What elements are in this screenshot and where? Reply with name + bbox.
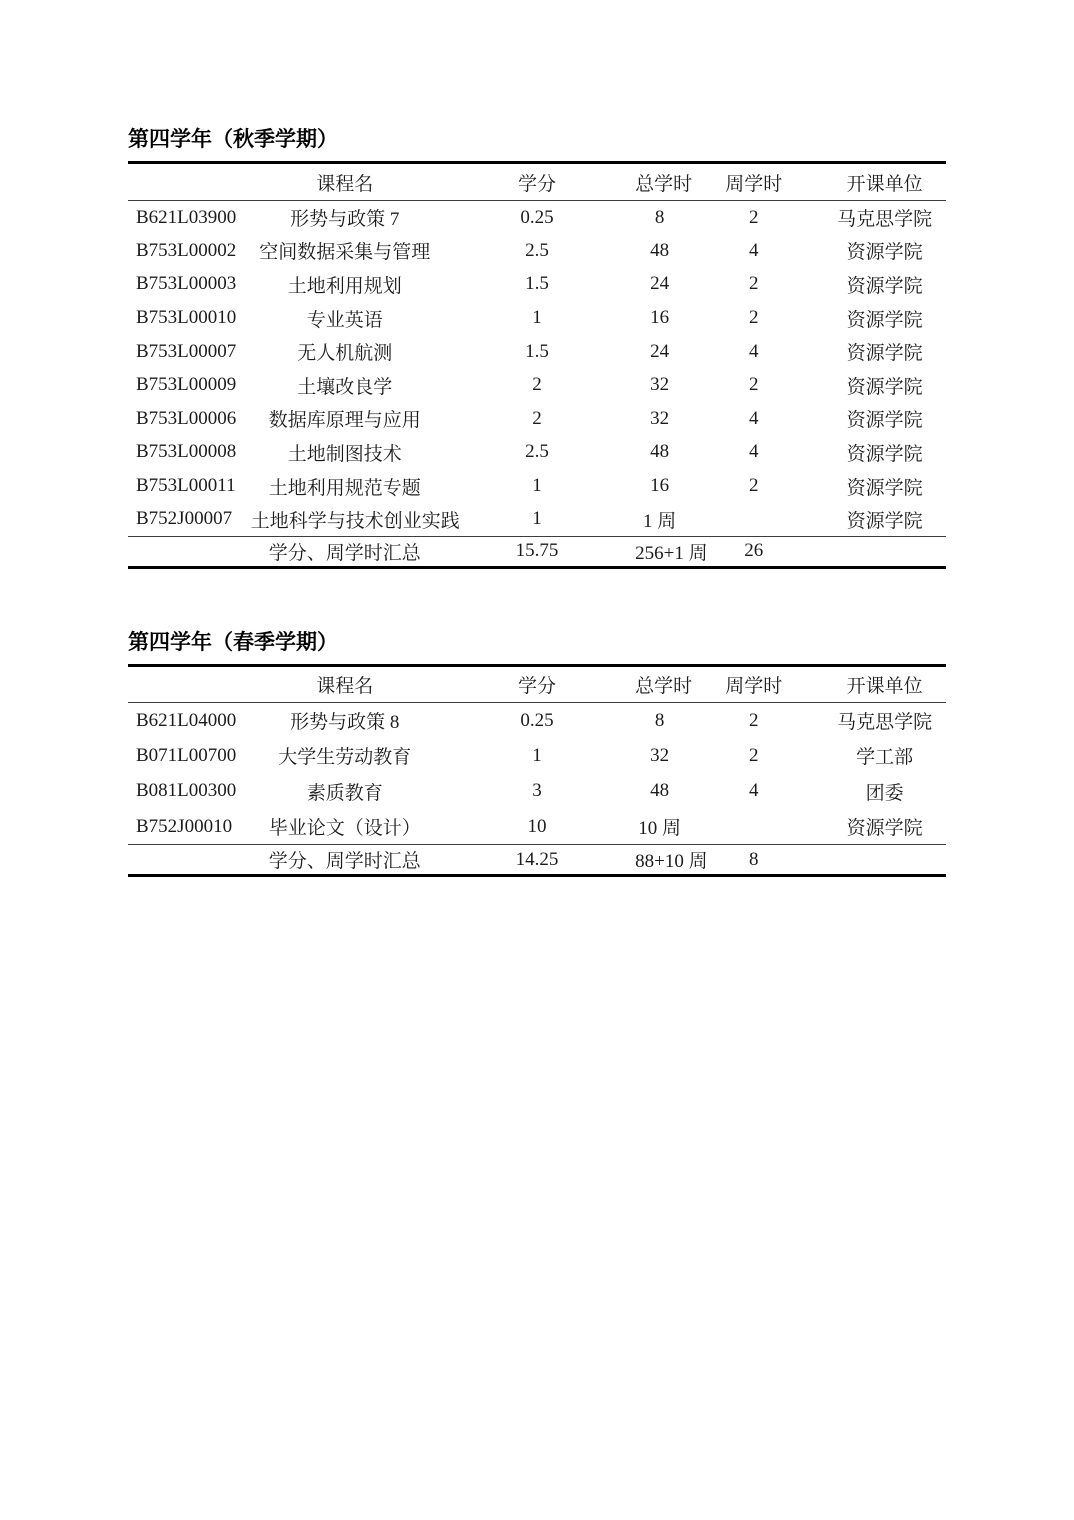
semester-section-fall: [128, 127, 946, 569]
course-total-hours: 16: [650, 475, 670, 497]
course-code: B753L00009: [136, 374, 237, 396]
col-header-name: 课程名: [251, 666, 439, 703]
course-unit: 资源学院: [846, 510, 923, 532]
summary-credits: 14.25: [439, 845, 635, 876]
col-header-name: 课程名: [251, 163, 439, 201]
course-total-hours: 24: [650, 340, 670, 362]
table-row: [128, 436, 946, 470]
course-unit: 马克思学院: [837, 209, 933, 231]
course-code: B621L04000: [136, 709, 237, 731]
summary-unit: [823, 536, 946, 567]
col-header-weekly: 周学时: [684, 163, 823, 201]
course-weekly-hours: [684, 809, 823, 845]
summary-total-hours: 88+10 周: [635, 845, 684, 876]
course-unit: 学工部: [856, 747, 914, 769]
course-code: B753L00007: [136, 340, 237, 362]
table-row: [128, 503, 946, 537]
col-header-credits: 学分: [439, 163, 635, 201]
course-total-hours: 16: [650, 307, 670, 329]
course-unit: 资源学院: [846, 309, 923, 331]
summary-row: [128, 845, 946, 876]
course-credits: 1: [532, 744, 542, 766]
section-title-spring: 第四学年（春季学期）: [128, 631, 338, 654]
course-unit: 资源学院: [846, 242, 923, 264]
course-name: 土壤改良学: [297, 376, 393, 398]
course-name: 形势与政策 7: [290, 209, 400, 231]
course-weekly-hours: 4: [748, 239, 759, 261]
col-header-weekly: 周学时: [684, 666, 823, 703]
course-unit: 资源学院: [846, 410, 923, 432]
table-row: [128, 469, 946, 503]
col-header-credits: 学分: [439, 666, 635, 703]
course-credits: 2: [532, 407, 542, 429]
course-weekly-hours: 4: [748, 340, 759, 362]
table-row: [128, 335, 946, 369]
course-name: 素质教育: [306, 782, 383, 804]
summary-row: [128, 536, 946, 567]
course-credits: 1.5: [525, 340, 549, 362]
course-name: 数据库原理与应用: [268, 410, 421, 432]
course-unit: 资源学院: [846, 376, 923, 398]
table-row: [128, 234, 946, 268]
col-header-code: [128, 163, 251, 201]
course-name: 毕业论文（设计）: [268, 818, 421, 839]
course-name: 土地利用规划: [287, 275, 402, 297]
semester-section-spring: [128, 630, 946, 877]
course-code: B071L00700: [136, 744, 237, 766]
course-credits: 2.5: [525, 239, 549, 261]
col-header-total: 总学时: [635, 666, 684, 703]
course-total-hours: 1 周: [643, 510, 677, 532]
course-unit: 团委: [865, 782, 904, 804]
course-weekly-hours: 2: [748, 307, 759, 329]
course-credits: 0.25: [520, 206, 554, 228]
course-total-hours: 32: [650, 744, 670, 766]
summary-empty-code: [128, 845, 251, 876]
table-row: [128, 738, 946, 774]
table-row: [128, 201, 946, 235]
course-total-hours: 48: [650, 780, 670, 802]
course-total-hours: 48: [650, 441, 670, 463]
course-unit: 资源学院: [846, 343, 923, 365]
section-title-fall: 第四学年（秋季学期）: [128, 128, 338, 151]
course-total-hours: 32: [650, 374, 670, 396]
course-weekly-hours: 2: [748, 744, 759, 766]
course-code: B621L03900: [136, 206, 237, 228]
course-name: 空间数据采集与管理: [259, 242, 431, 264]
col-header-code: [128, 666, 251, 703]
course-credits: 3: [532, 780, 542, 802]
course-code: B081L00300: [136, 780, 237, 802]
course-code: B753L00002: [136, 239, 237, 261]
table-row: [128, 809, 946, 845]
course-code: B752J00007: [136, 508, 233, 530]
course-total-hours: 8: [654, 709, 665, 731]
summary-weekly-hours: 8: [684, 845, 823, 876]
course-name: 大学生劳动教育: [278, 747, 412, 769]
table-row: [128, 301, 946, 335]
course-weekly-hours: 4: [748, 780, 759, 802]
course-unit: 资源学院: [846, 443, 923, 465]
course-credits: 1.5: [525, 273, 549, 295]
table-row: [128, 402, 946, 436]
table-row: [128, 703, 946, 739]
course-unit: 资源学院: [846, 275, 923, 297]
course-weekly-hours: 2: [748, 709, 759, 731]
header-row: [128, 163, 946, 201]
course-weekly-hours: 4: [748, 407, 759, 429]
course-weekly-hours: 2: [748, 206, 759, 228]
course-code: B753L00010: [136, 307, 237, 329]
course-weekly-hours: 2: [748, 273, 759, 295]
course-code: B753L00003: [136, 273, 237, 295]
table-row: [128, 268, 946, 302]
course-unit: 资源学院: [846, 818, 923, 839]
course-table-spring: [128, 664, 946, 877]
course-name: 土地制图技术: [287, 443, 402, 465]
course-code: B753L00011: [136, 475, 236, 497]
col-header-unit: 开课单位: [823, 666, 946, 703]
course-code: B753L00008: [136, 441, 237, 463]
course-weekly-hours: [684, 503, 823, 537]
course-credits: 1: [532, 307, 542, 329]
course-total-hours: 10 周: [638, 818, 682, 839]
course-name: 土地利用规范专题: [268, 477, 421, 499]
course-name: 专业英语: [306, 309, 383, 331]
course-table-fall: [128, 161, 946, 569]
course-total-hours: 48: [650, 239, 670, 261]
course-name: 无人机航测: [297, 343, 393, 365]
course-weekly-hours: 2: [748, 475, 759, 497]
course-unit: 马克思学院: [837, 712, 933, 733]
course-credits: 0.25: [520, 709, 554, 731]
course-total-hours: 8: [654, 206, 665, 228]
course-name: 土地科学与技术创业实践: [250, 510, 460, 532]
summary-label: 学分、周学时汇总: [251, 845, 439, 876]
course-credits: 1: [532, 475, 542, 497]
header-row: [128, 666, 946, 703]
summary-credits: 15.75: [439, 536, 635, 567]
summary-weekly-hours: 26: [684, 536, 823, 567]
table-row: [128, 368, 946, 402]
summary-total-hours: 256+1 周: [635, 536, 684, 567]
summary-label: 学分、周学时汇总: [251, 536, 439, 567]
course-code: B753L00006: [136, 407, 237, 429]
table-row: [128, 774, 946, 810]
course-weekly-hours: 4: [748, 441, 759, 463]
course-credits: 2.5: [525, 441, 549, 463]
col-header-unit: 开课单位: [823, 163, 946, 201]
col-header-total: 总学时: [635, 163, 684, 201]
course-total-hours: 24: [650, 273, 670, 295]
course-credits: 2: [532, 374, 542, 396]
course-credits: 10: [527, 815, 547, 837]
summary-empty-code: [128, 536, 251, 567]
course-weekly-hours: 2: [748, 374, 759, 396]
course-code: B752J00010: [136, 815, 233, 837]
summary-unit: [823, 845, 946, 876]
course-name: 形势与政策 8: [290, 712, 400, 733]
course-unit: 资源学院: [846, 477, 923, 499]
course-credits: 1: [532, 508, 542, 530]
course-total-hours: 32: [650, 407, 670, 429]
